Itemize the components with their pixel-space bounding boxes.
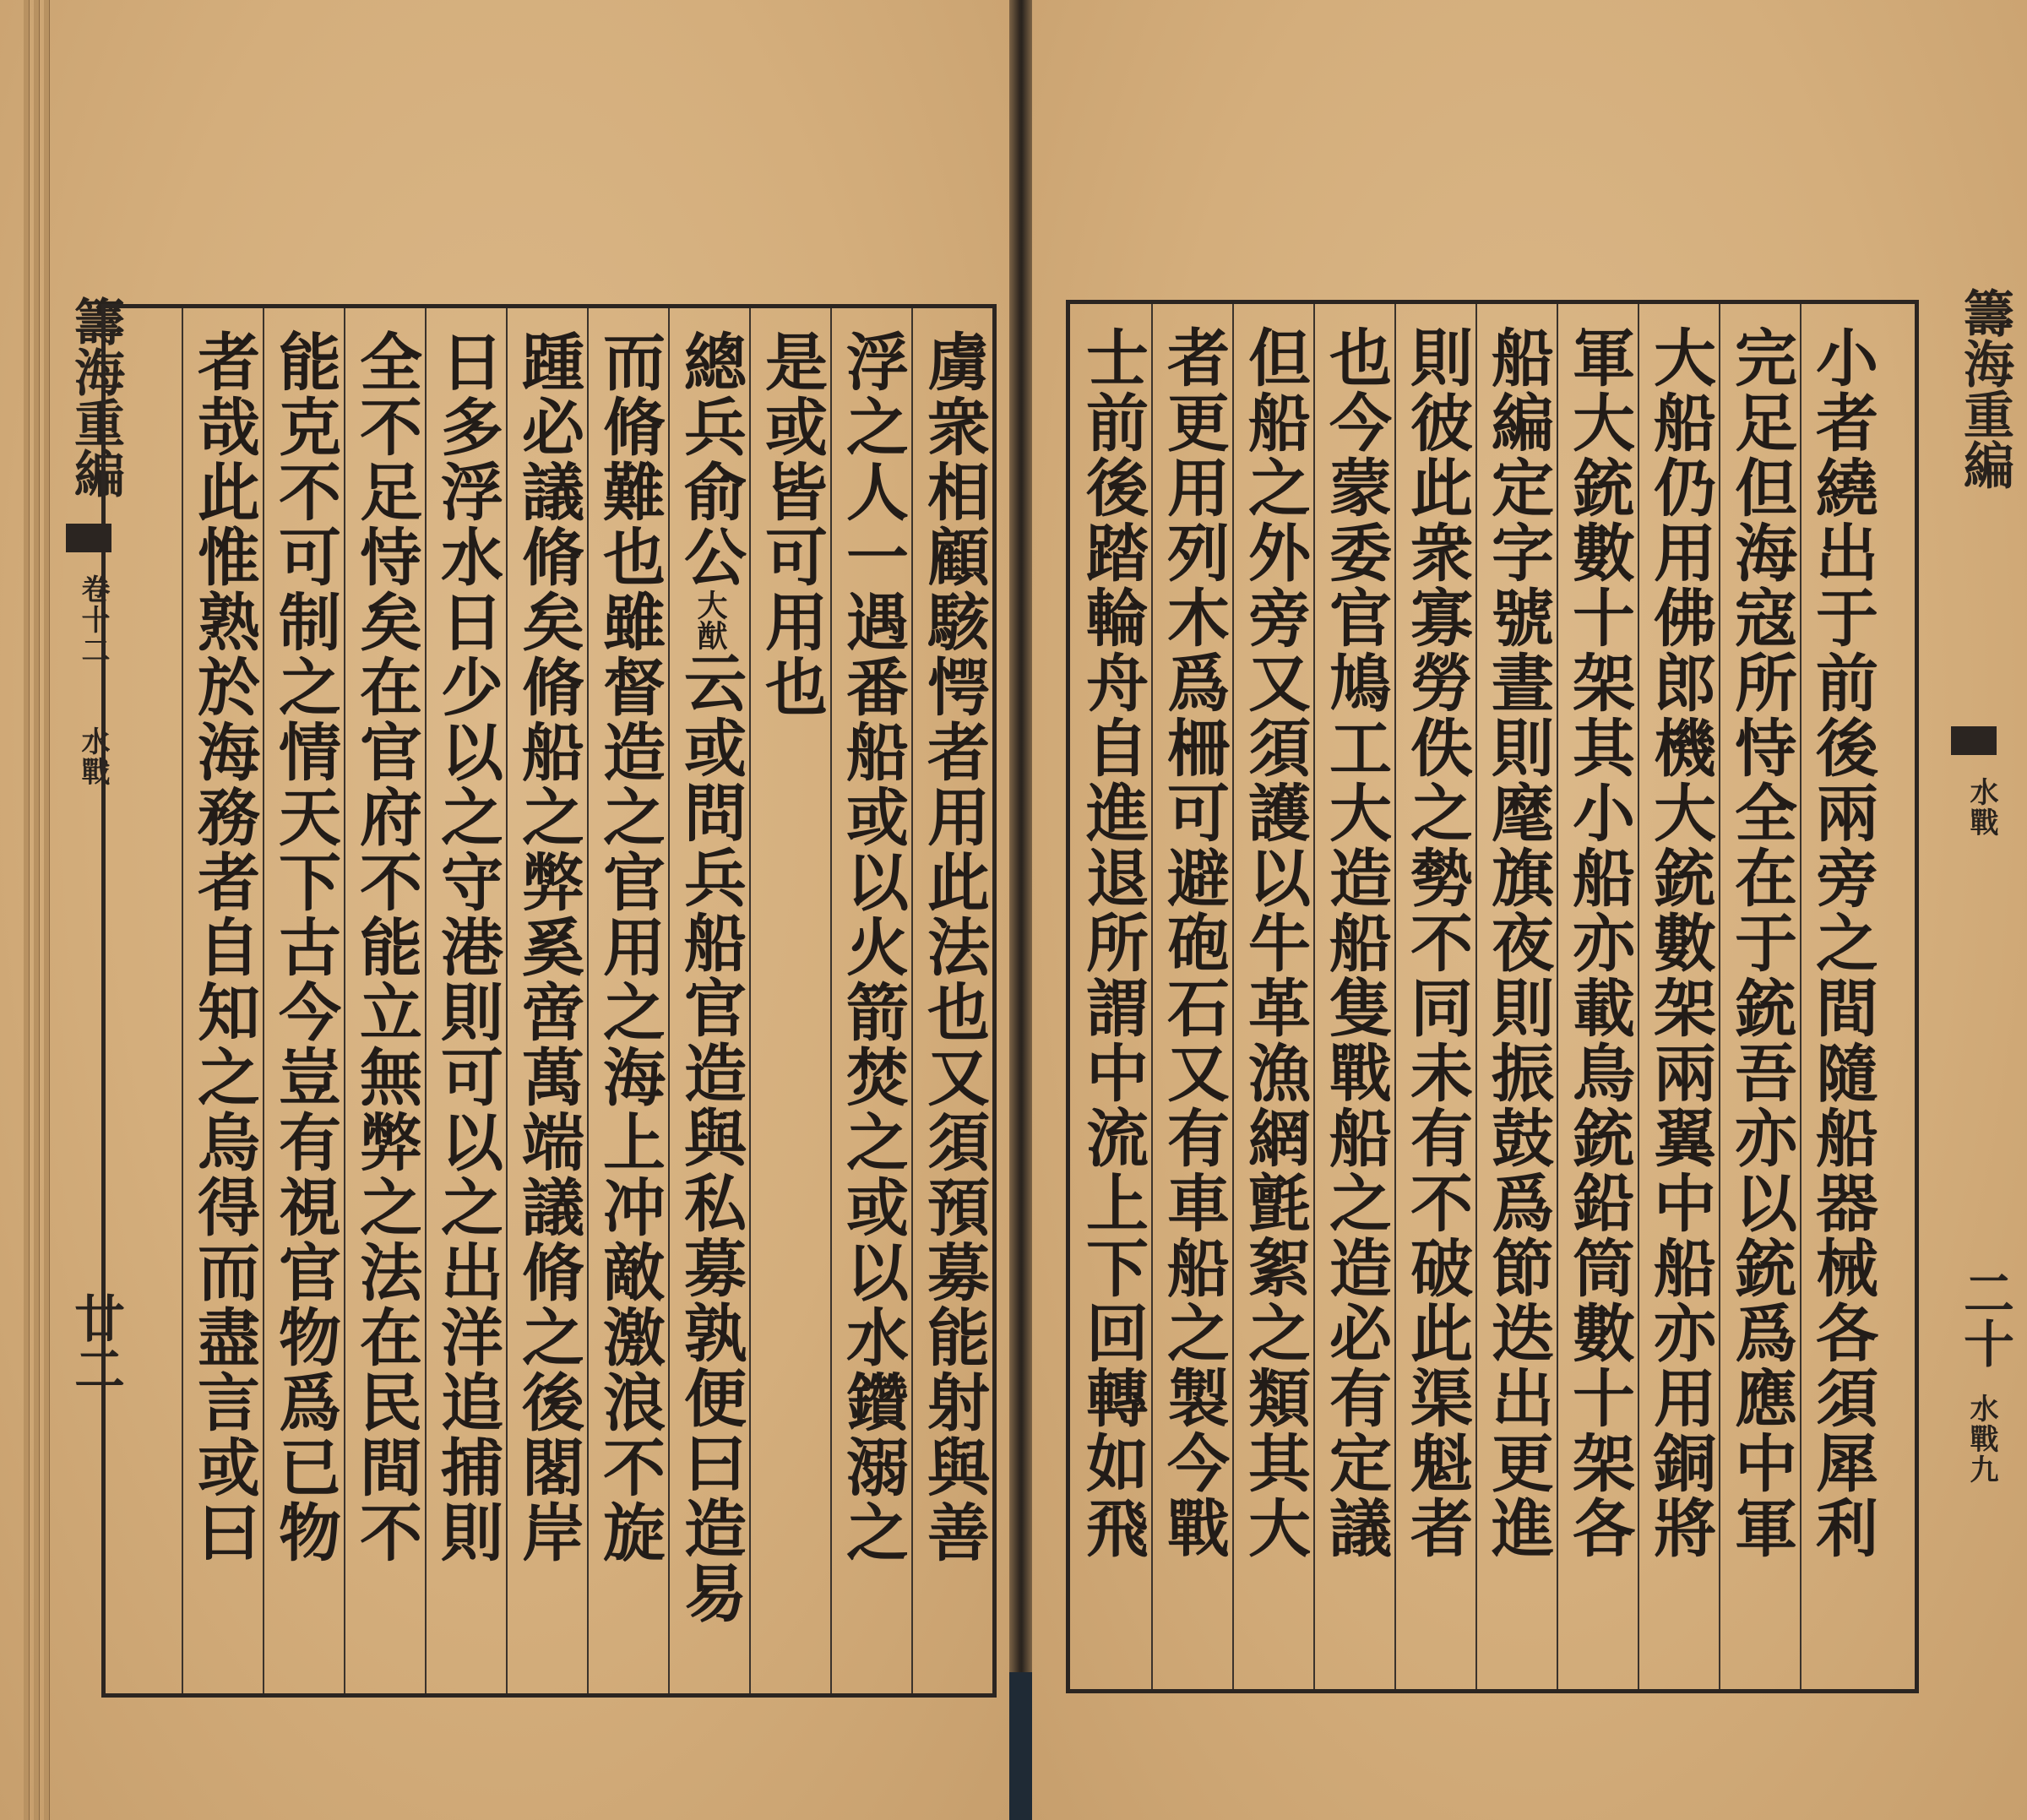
left-margin-title: 籌海重編 xyxy=(66,296,125,498)
column-rule xyxy=(506,308,508,1693)
column-rule xyxy=(1800,304,1801,1689)
left-margin-folio: 廿二 xyxy=(66,1292,125,1394)
text-column-4-main: 總兵俞公 xyxy=(674,329,747,589)
column-rule xyxy=(344,308,345,1693)
text-column-2: 浮之人一遇番船或以火箭焚之或以水鑽溺之 xyxy=(836,329,909,1565)
column-rule xyxy=(1394,304,1396,1689)
right-margin-folio: 二十 xyxy=(1955,1267,2014,1368)
column-rule xyxy=(668,308,670,1693)
column-rule xyxy=(1719,304,1720,1689)
text-column-9: 能克不可制之情天下古今豈有視官物爲已物 xyxy=(269,329,341,1565)
text-column-9: 者更用列木爲柵可避砲石又有車船之製今戰 xyxy=(1157,325,1230,1561)
column-rule xyxy=(1232,304,1234,1689)
left-text-frame xyxy=(101,304,997,1698)
gutter-background xyxy=(1009,1672,1032,1820)
text-column-10: 士前後踏輪舟自進退所謂中流上下回轉如飛 xyxy=(1076,325,1149,1561)
column-rule xyxy=(1475,304,1477,1689)
text-column-8: 但船之外旁又須護以牛革漁網氈絮之類其大 xyxy=(1238,325,1311,1561)
text-column-1: 小者繞出于前後兩旁之間隨船器械各須犀利 xyxy=(1806,325,1878,1561)
page-stack-edge xyxy=(34,0,40,1820)
fish-tail-mark xyxy=(1951,726,1997,755)
column-rule xyxy=(1313,304,1315,1689)
text-column-8: 全不足恃矣在官府不能立無弊之法在民間不 xyxy=(350,329,422,1565)
text-column-10: 者哉此惟熟於海務者自知之烏得而盡言或曰 xyxy=(187,329,260,1565)
right-margin-section: 水戰 xyxy=(1965,777,1998,838)
column-rule xyxy=(425,308,427,1693)
left-page xyxy=(0,0,1009,1820)
column-rule xyxy=(1557,304,1558,1689)
left-margin-section: 水戰 xyxy=(76,726,110,787)
text-column-4-rest: 云或問兵船官造與私募孰便曰造易 xyxy=(674,650,747,1626)
text-column-6: 踵必議脩矣脩船之弊奚啻萬端議脩之後閣岸 xyxy=(512,329,584,1565)
page-stack-edge xyxy=(44,0,50,1820)
text-column-3: 大船仍用佛郎機大銃數架兩翼中船亦用銅將 xyxy=(1644,325,1716,1561)
text-column-7: 日多浮水日少以之守港則可以之出洋追捕則 xyxy=(431,329,503,1565)
book-gutter xyxy=(1009,0,1032,1820)
text-column-3: 是或皆可用也 xyxy=(755,329,828,720)
page-stack-edge xyxy=(24,0,30,1820)
text-column-4: 軍大銃數十架其小船亦載鳥銃鉛筒數十架各 xyxy=(1562,325,1635,1561)
column-rule xyxy=(263,308,264,1693)
column-rule xyxy=(1638,304,1639,1689)
text-column-5: 而脩難也雖督造之官用之海上冲敵激浪不旋 xyxy=(593,329,666,1565)
column-rule xyxy=(830,308,832,1693)
column-rule xyxy=(1151,304,1153,1689)
text-column-7: 也今蒙委官鳩工大造船隻戰船之造必有定議 xyxy=(1319,325,1392,1561)
column-rule xyxy=(587,308,589,1693)
column-rule xyxy=(749,308,751,1693)
right-margin-note: 水戰九 xyxy=(1965,1394,1998,1485)
text-column-1: 虜衆相顧駭愕者用此法也又須預募能射與善 xyxy=(917,329,990,1565)
inline-note: 大猷 xyxy=(693,589,728,650)
column-rule xyxy=(911,308,913,1693)
right-page xyxy=(1032,0,2027,1820)
text-column-2: 完足但海寇所恃全在于銃吾亦以銃爲應中軍 xyxy=(1725,325,1797,1561)
left-margin-volume: 卷十二 xyxy=(76,574,110,666)
right-text-frame xyxy=(1066,300,1919,1693)
text-column-4 xyxy=(673,329,747,1626)
right-margin-title: 籌海重編 xyxy=(1955,287,2014,490)
text-column-6: 則彼此衆寡勞佚之勢不同未有不破此渠魁者 xyxy=(1400,325,1473,1561)
column-rule xyxy=(182,308,183,1693)
text-column-5: 船編定字號晝則麾旗夜則振鼓爲節迭出更進 xyxy=(1481,325,1554,1561)
